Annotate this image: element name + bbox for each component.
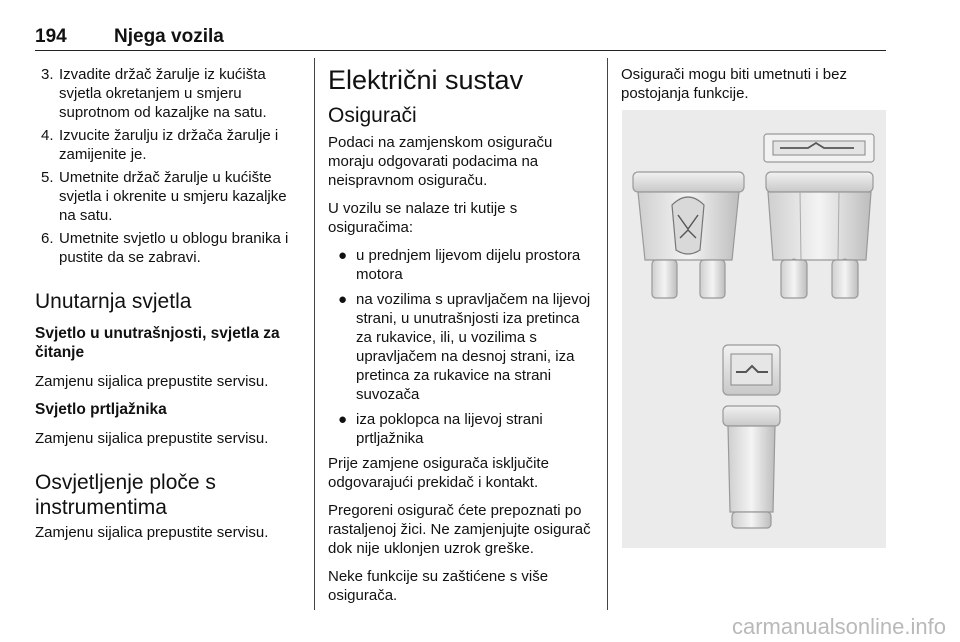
paragraph: Podaci na zamjenskom osiguraču moraju odgovarati podacima na neispravnom osiguraču. [328, 134, 553, 189]
column-right [621, 65, 885, 112]
paragraph: Osigurači mogu biti umetnuti i bez postojanja funkcije. [621, 66, 847, 102]
fuse-box-list [328, 246, 593, 448]
list-item: ● u prednjem lijevom dijelu prostora motora [338, 247, 581, 283]
chapter-title: Njega vozila [114, 26, 224, 47]
column-left [35, 65, 302, 551]
fuse-side-view [633, 172, 744, 298]
paragraph: Zamjenu sijalica prepustite servisu. [35, 373, 269, 390]
list-item: ● na vozilima s upravljačem na lijevoj strani, u unutrašnjosti iza pretinca za rukavice, ili, u vozilima s upravljačem na desnoj strani, iza pretinca za rukavice na strani suvozača [338, 291, 591, 403]
column-divider [607, 58, 608, 610]
subsection-title-fuses: Osigurači [328, 104, 417, 127]
paragraph: Prije zamjene osigurača isključite odgovarajući prekidač i kontakt. [328, 455, 549, 491]
paragraph: Neke funkcije su zaštićene s više osigurača. [328, 568, 549, 604]
list-item: ● iza poklopca na lijevoj strani prtljažnika [338, 411, 543, 447]
subsection-title-reading-lights: Svjetlo u unutrašnjosti, svjetla za čitanje [35, 325, 280, 361]
column-divider [314, 58, 315, 610]
fuse-types-icon [622, 110, 886, 548]
fuse-illustration [622, 110, 886, 548]
list-item: 3. Izvadite držač žarulje iz kućišta svjetla okretanjem u smjeru suprotnom od kazaljke na satu. [41, 66, 267, 121]
page-number: 194 [35, 26, 67, 47]
steps-list [35, 65, 302, 267]
paragraph: Pregoreni osigurač ćete prepoznati po rastaljenoj žici. Ne zamjenjujte osigurač dok nije uklonjen uzrok greške. [328, 502, 591, 557]
column-middle [328, 65, 593, 614]
watermark: carmanualsonline.info [731, 614, 946, 639]
fuse-cartridge-view [723, 345, 780, 528]
section-title-interior-lights: Unutarnja svjetla [35, 290, 192, 313]
list-item: 6. Umetnite svjetlo u oblogu branika i pustite da se zabravi. [41, 230, 289, 266]
section-title-instrument-lighting: Osvjetljenje ploče s instrumentima [35, 471, 216, 519]
paragraph: Zamjenu sijalica prepustite servisu. [35, 524, 269, 541]
list-item: 4. Izvucite žarulju iz držača žarulje i zamijenite je. [41, 127, 279, 163]
page-header [35, 26, 886, 51]
paragraph: Zamjenu sijalica prepustite servisu. [35, 430, 269, 447]
section-title-electrical: Električni sustav [328, 65, 524, 95]
fuse-front-view [764, 134, 874, 298]
paragraph: U vozilu se nalaze tri kutije s osiguračima: [328, 200, 518, 236]
list-item: 5. Umetnite držač žarulje u kućište svjetla i okrenite u smjeru kazaljke na satu. [41, 169, 287, 224]
subsection-title-trunk-light: Svjetlo prtljažnika [35, 401, 167, 418]
